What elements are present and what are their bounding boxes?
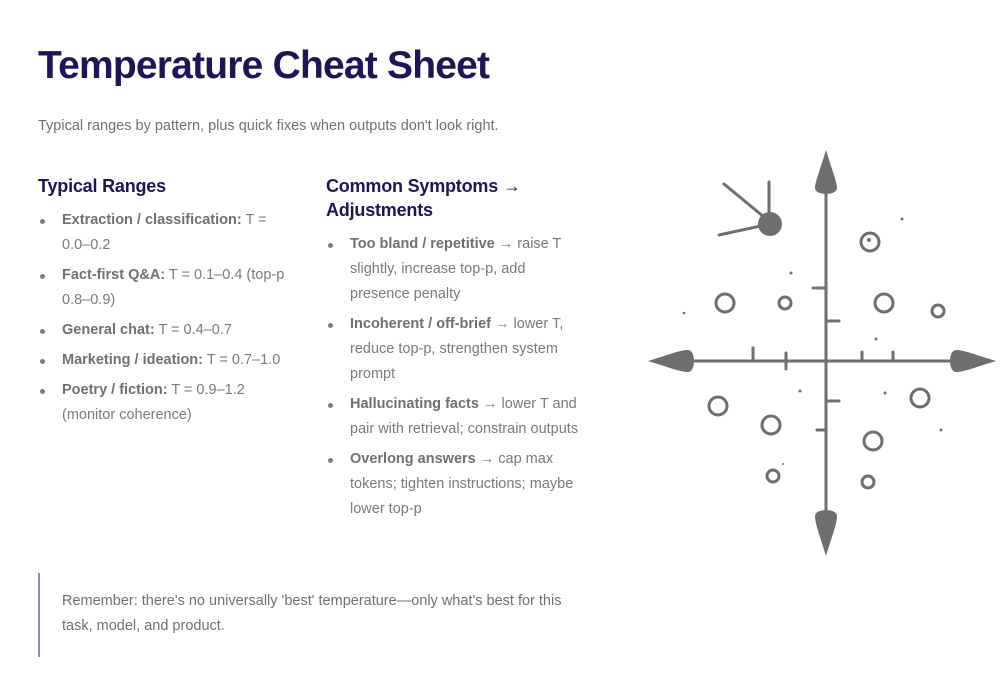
list-item [38, 208, 298, 258]
list-item [38, 378, 298, 428]
item-label: Marketing / ideation: [62, 352, 203, 368]
reminder-callout [38, 573, 580, 657]
symptoms-heading: Common Symptoms → Adjustments [326, 176, 521, 220]
list-item [38, 318, 298, 343]
item-label: Incoherent / off-brief [350, 316, 491, 332]
item-label: Overlong answers [350, 451, 476, 467]
typical-ranges-heading: Typical Ranges [38, 176, 166, 196]
item-text: T = 0.7–1.0 [203, 352, 281, 368]
list-item [326, 447, 588, 522]
item-text: T = 0.4–0.7 [154, 322, 232, 338]
item-label: General chat: [62, 322, 155, 338]
typical-ranges-list [38, 208, 298, 428]
item-label: Extraction / classification: [62, 212, 242, 228]
list-item [326, 392, 588, 442]
item-label: Poetry / fiction: [62, 382, 168, 398]
page-title: Temperature Cheat Sheet [38, 44, 490, 87]
list-item [326, 232, 588, 307]
item-text: T = 0.1–0.4 (top-p 0.8–0.9) [62, 267, 285, 308]
item-text: T = 0.9–1.2 (monitor coherence) [62, 382, 245, 423]
item-label: Too bland / repetitive [350, 236, 495, 252]
axes-scatter-illustration [640, 140, 1000, 570]
list-item [326, 312, 588, 387]
item-label: Hallucinating facts [350, 396, 479, 412]
item-text: → cap max tokens; tighten instructions; maybe lower top-p [350, 451, 574, 517]
typical-ranges-section [38, 174, 298, 433]
item-text: → raise T slightly, increase top-p, add presence penalty [350, 236, 562, 302]
list-item [38, 263, 298, 313]
list-item [38, 348, 298, 373]
axes-scatter-icon [640, 140, 1000, 570]
item-label: Fact-first Q&A: [62, 267, 166, 283]
item-text: → lower T and pair with retrieval; constrain outputs [350, 396, 579, 437]
symptoms-section [326, 174, 588, 527]
item-text: T = 0.0–0.2 [62, 212, 267, 253]
page-subtitle: Typical ranges by pattern, plus quick fixes when outputs don't look right. [38, 118, 499, 134]
item-text: → lower T, reduce top-p, strengthen system prompt [350, 316, 564, 382]
symptoms-list [326, 232, 588, 522]
reminder-text: Remember: there's no universally 'best' temperature—only what's best for this task, model, and product. [62, 593, 562, 634]
